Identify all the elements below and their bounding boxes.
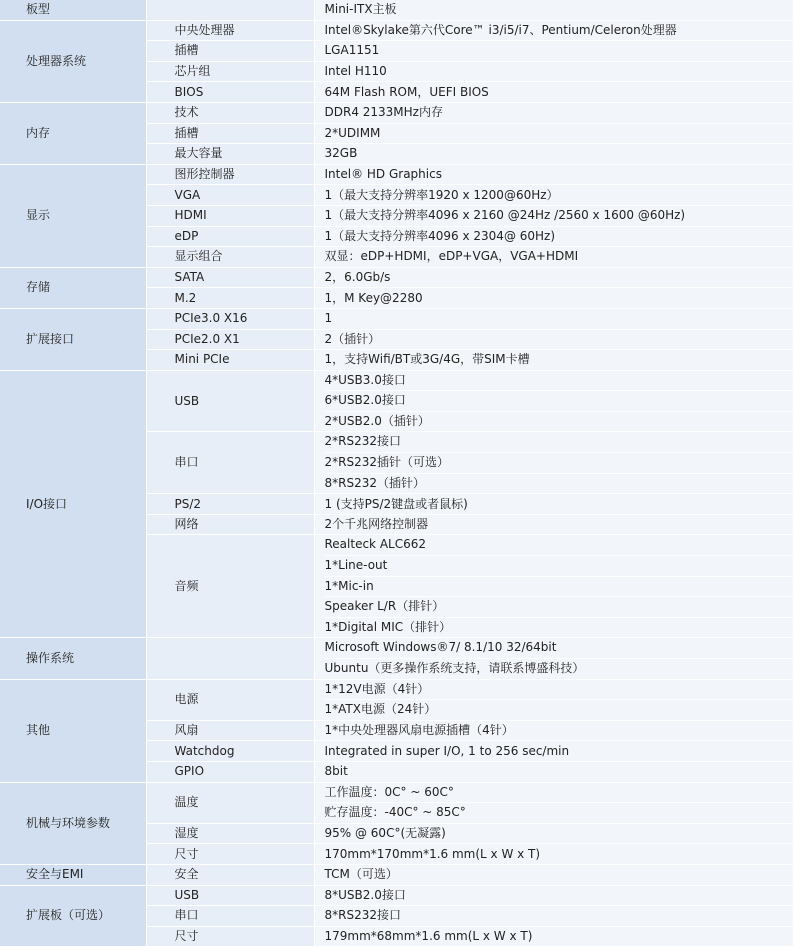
value-network: 2个千兆网络控制器 (314, 514, 794, 535)
table-row (0, 0, 794, 20)
value: 2，6.0Gb/s (314, 267, 794, 288)
value: 64M Flash ROM，UEFI BIOS (314, 82, 794, 103)
table-row (0, 308, 794, 329)
sub-label: PCIe2.0 X1 (146, 329, 314, 350)
value: 2*UDIMM (314, 123, 794, 144)
sub-label: PCIe3.0 X16 (146, 308, 314, 329)
category-expansion: 扩展接口 (0, 308, 146, 370)
sub-label: SATA (146, 267, 314, 288)
sub-label-watchdog: Watchdog (146, 741, 314, 762)
sub-label: 显示组合 (146, 247, 314, 268)
sub-label: eDP (146, 226, 314, 247)
sub-label-size: 尺寸 (146, 844, 314, 865)
sub-label-gpio: GPIO (146, 761, 314, 782)
sub-label: VGA (146, 185, 314, 206)
value-line: 8*RS232（插针） (324, 475, 425, 490)
value-line: 1*Digital MIC（排针） (324, 619, 452, 634)
category-storage: 存储 (0, 267, 146, 308)
sub-label-safety: 安全 (146, 864, 314, 885)
category-os: 操作系统 (0, 638, 146, 679)
value: 1（最大支持分辨率4096 x 2160 @24Hz /2560 x 1600 @60Hz) (314, 205, 794, 226)
value-line: 1*Line-out (325, 556, 794, 577)
category-safety: 安全与EMI (0, 864, 146, 885)
value: Intel H110 (314, 61, 794, 82)
table-row (0, 885, 794, 906)
value: Intel® HD Graphics (314, 164, 794, 185)
sub-label: 插槽 (146, 41, 314, 62)
sub-label: 技术 (146, 102, 314, 123)
value: 1（最大支持分辨率1920 x 1200@60Hz） (314, 185, 794, 206)
value-size: 170mm*170mm*1.6 mm(L x W x T) (314, 844, 794, 865)
value-line: 1*ATX电源（24针） (324, 702, 437, 717)
value-line: 1*12V电源（4针） (325, 680, 794, 701)
value-line: 贮存温度：-40C° ~ 85C° (324, 805, 466, 820)
value-line: 工作温度：0C° ~ 60C° (325, 783, 794, 804)
table-row (0, 638, 794, 679)
sub-label-empty (146, 0, 314, 20)
value: 8*RS232接口 (314, 906, 794, 927)
value: LGA1151 (314, 41, 794, 62)
table-row (0, 164, 794, 185)
value-line: 2*RS232接口 (325, 432, 794, 453)
value: 32GB (314, 144, 794, 165)
value-humidity: 95% @ 60C°(无凝露) (314, 823, 794, 844)
value-gpio: 8bit (314, 761, 794, 782)
table-row (0, 782, 794, 823)
category-memory: 内存 (0, 102, 146, 164)
table-row (0, 864, 794, 885)
table-row (0, 102, 794, 123)
sub-label-power: 电源 (146, 679, 314, 720)
value-line: Speaker L/R（排针） (325, 597, 794, 618)
table-row (0, 370, 794, 432)
value-fan: 1*中央处理器风扇电源插槽（4针） (314, 720, 794, 741)
category-io: I/O接口 (0, 370, 146, 638)
sub-label: 尺寸 (146, 926, 314, 947)
category-board: 板型 (0, 0, 146, 20)
value-line: Ubuntu（更多操作系统支持，请联系博盛科技） (324, 661, 585, 675)
sub-label-audio: 音频 (146, 535, 314, 638)
value-line: 4*USB3.0接口 (325, 371, 794, 392)
sub-label: 中央处理器 (146, 20, 314, 41)
sub-label-ps2: PS/2 (146, 494, 314, 515)
value-line: 6*USB2.0接口 (325, 391, 794, 412)
value-temperature (314, 782, 794, 823)
value: 1，支持Wifi/BT或3G/4G，带SIM卡槽 (314, 350, 794, 371)
value-audio (314, 535, 794, 638)
value-board: Mini-ITX主板 (314, 0, 794, 20)
sub-label-usb: USB (146, 370, 314, 432)
sub-label-empty (146, 638, 314, 679)
sub-label-network: 网络 (146, 514, 314, 535)
value: 1，M Key@2280 (314, 288, 794, 309)
sub-label: BIOS (146, 82, 314, 103)
sub-label-humidity: 湿度 (146, 823, 314, 844)
sub-label: 芯片组 (146, 61, 314, 82)
value: Intel®Skylake第六代Core™ i3/i5/i7、Pentium/Celeron处理器 (314, 20, 794, 41)
sub-label: HDMI (146, 205, 314, 226)
value-line: 2*USB2.0（插针） (324, 413, 430, 428)
sub-label-fan: 风扇 (146, 720, 314, 741)
value: 1 (314, 308, 794, 329)
category-environment: 机械与环境参数 (0, 782, 146, 864)
sub-label: 串口 (146, 906, 314, 927)
sub-label-serial: 串口 (146, 432, 314, 494)
table-row (0, 20, 794, 41)
value-line: 1*Mic-in (325, 577, 794, 598)
category-expansion-board: 扩展板（可选） (0, 885, 146, 947)
value-safety: TCM（可选） (314, 864, 794, 885)
value-usb (314, 370, 794, 432)
table-row (0, 267, 794, 288)
value: 1（最大支持分辨率4096 x 2304@ 60Hz) (314, 226, 794, 247)
sub-label: Mini PCIe (146, 350, 314, 371)
value: 双显：eDP+HDMI，eDP+VGA，VGA+HDMI (314, 247, 794, 268)
sub-label: M.2 (146, 288, 314, 309)
value-os (314, 638, 794, 679)
sub-label: 最大容量 (146, 144, 314, 165)
category-cpu-system: 处理器系统 (0, 20, 146, 102)
sub-label: USB (146, 885, 314, 906)
value-serial (314, 432, 794, 494)
table-row (0, 679, 794, 720)
value-line: 2*RS232插针（可选） (325, 453, 794, 474)
value-watchdog: Integrated in super I/O, 1 to 256 sec/min (314, 741, 794, 762)
category-other: 其他 (0, 679, 146, 782)
value: 179mm*68mm*1.6 mm(L x W x T) (314, 926, 794, 947)
category-display: 显示 (0, 164, 146, 267)
sub-label-temperature: 温度 (146, 782, 314, 823)
value-line: Realteck ALC662 (325, 535, 794, 556)
value: DDR4 2133MHz内存 (314, 102, 794, 123)
value-line: Microsoft Windows®7/ 8.1/10 32/64bit (325, 638, 794, 659)
sub-label: 图形控制器 (146, 164, 314, 185)
value-ps2: 1 (支持PS/2键盘或者鼠标) (314, 494, 794, 515)
sub-label: 插槽 (146, 123, 314, 144)
value-power (314, 679, 794, 720)
value: 8*USB2.0接口 (314, 885, 794, 906)
value: 2（插针） (314, 329, 794, 350)
